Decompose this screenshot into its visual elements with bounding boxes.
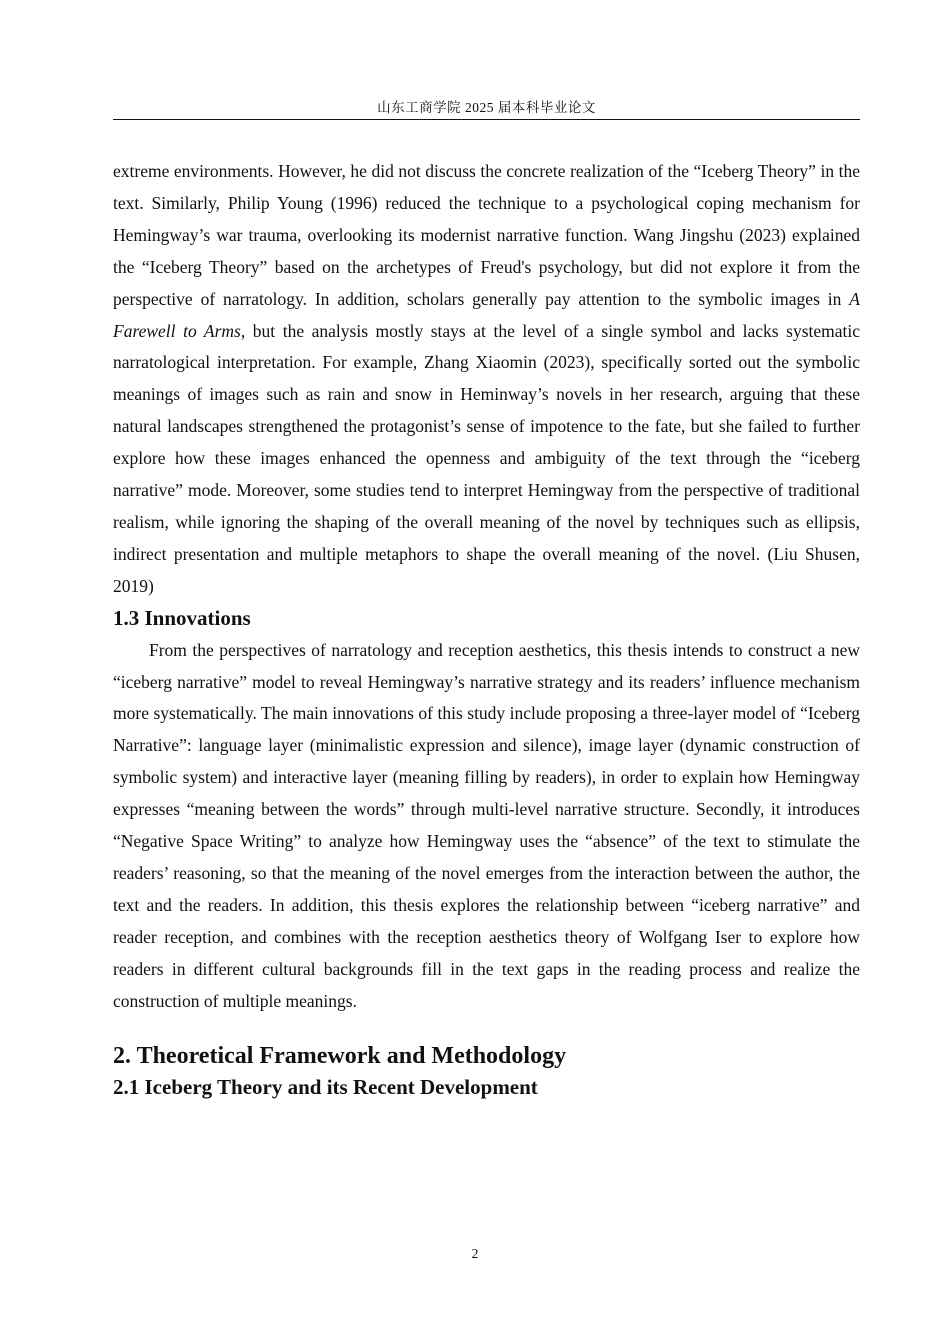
running-header: 山东工商学院 2025 届本科毕业论文 [377,100,596,115]
spacer [113,1017,860,1040]
paragraph-text-part-1: extreme environments. However, he did not discuss the concrete realization of the “Iceberg Theory” in the text. Similarly, Philip Young (1996) reduced the technique to a psychological coping mechanism for Hemingway’s war trauma, overlooking its modernist narrative function. Wang Jingshu (2023) explained the “Iceberg Theory” based on the archetypes of Freud's psychology, but did not explore it from the perspective of narratology. In addition, scholars generally pay attention to the symbolic images in [113,161,860,309]
chapter-heading-theoretical-framework: 2. Theoretical Framework and Methodology [113,1043,567,1070]
book-title-italic: A Farewell to Arms [113,288,860,341]
header-divider [113,119,860,120]
section-heading-innovations: 1.3 Innovations [113,605,251,630]
page-content [113,156,860,1104]
paragraph-text-part-2: , but the analysis mostly stays at the level of a single symbol and lacks systematic narratological interpretation. For example, Zhang Xiaomin (2023), specifically sorted out the symbolic meanings of images such as rain and snow in Heminway’s novels in her research, arguing that these natural landscapes strengthened the protagonist’s sense of impotence to the fate, but she failed to further explore how these images enhanced the openness and ambiguity of the text through the “iceberg narrative” mode. Moreover, some studies tend to interpret Hemingway from the perspective of traditional realism, while ignoring the shaping of the overall meaning of the novel by techniques such as ellipsis, indirect presentation and multiple metaphors to shape the overall meaning of the novel. (Liu Shusen, 2019) [113,320,861,596]
page-number: 2 [471,1246,479,1261]
paragraph-innovations: From the perspectives of narratology and reception aesthetics, this thesis intends to construct a new “iceberg narrative” model to reveal Hemingway’s narrative strategy and its readers’ influence mechanism more systematically. The main innovations of this study include proposing a three-layer model of “Iceberg Narrative”: language layer (minimalistic expression and silence), image layer (dynamic construction of symbolic system) and interactive layer (meaning filling by readers), in order to explain how Hemingway expresses “meaning between the words” through multi-level narrative structure. Secondly, it introduces “Negative Space Writing” to analyze how Hemingway uses the “absence” of the text to stimulate the readers’ reasoning, so that the meaning of the novel emerges from the interaction between the author, the text and the readers. In addition, this thesis explores the relationship between “iceberg narrative” and reader reception, and combines with the reception aesthetics theory of Wolfgang Iser to explore how readers in different cultural backgrounds fill in the text gaps in the reading process and realize the construction of multiple meanings. [113,639,860,1011]
paragraph-literature-review [113,156,860,603]
section-heading-iceberg-theory: 2.1 Iceberg Theory and its Recent Development [113,1075,538,1100]
